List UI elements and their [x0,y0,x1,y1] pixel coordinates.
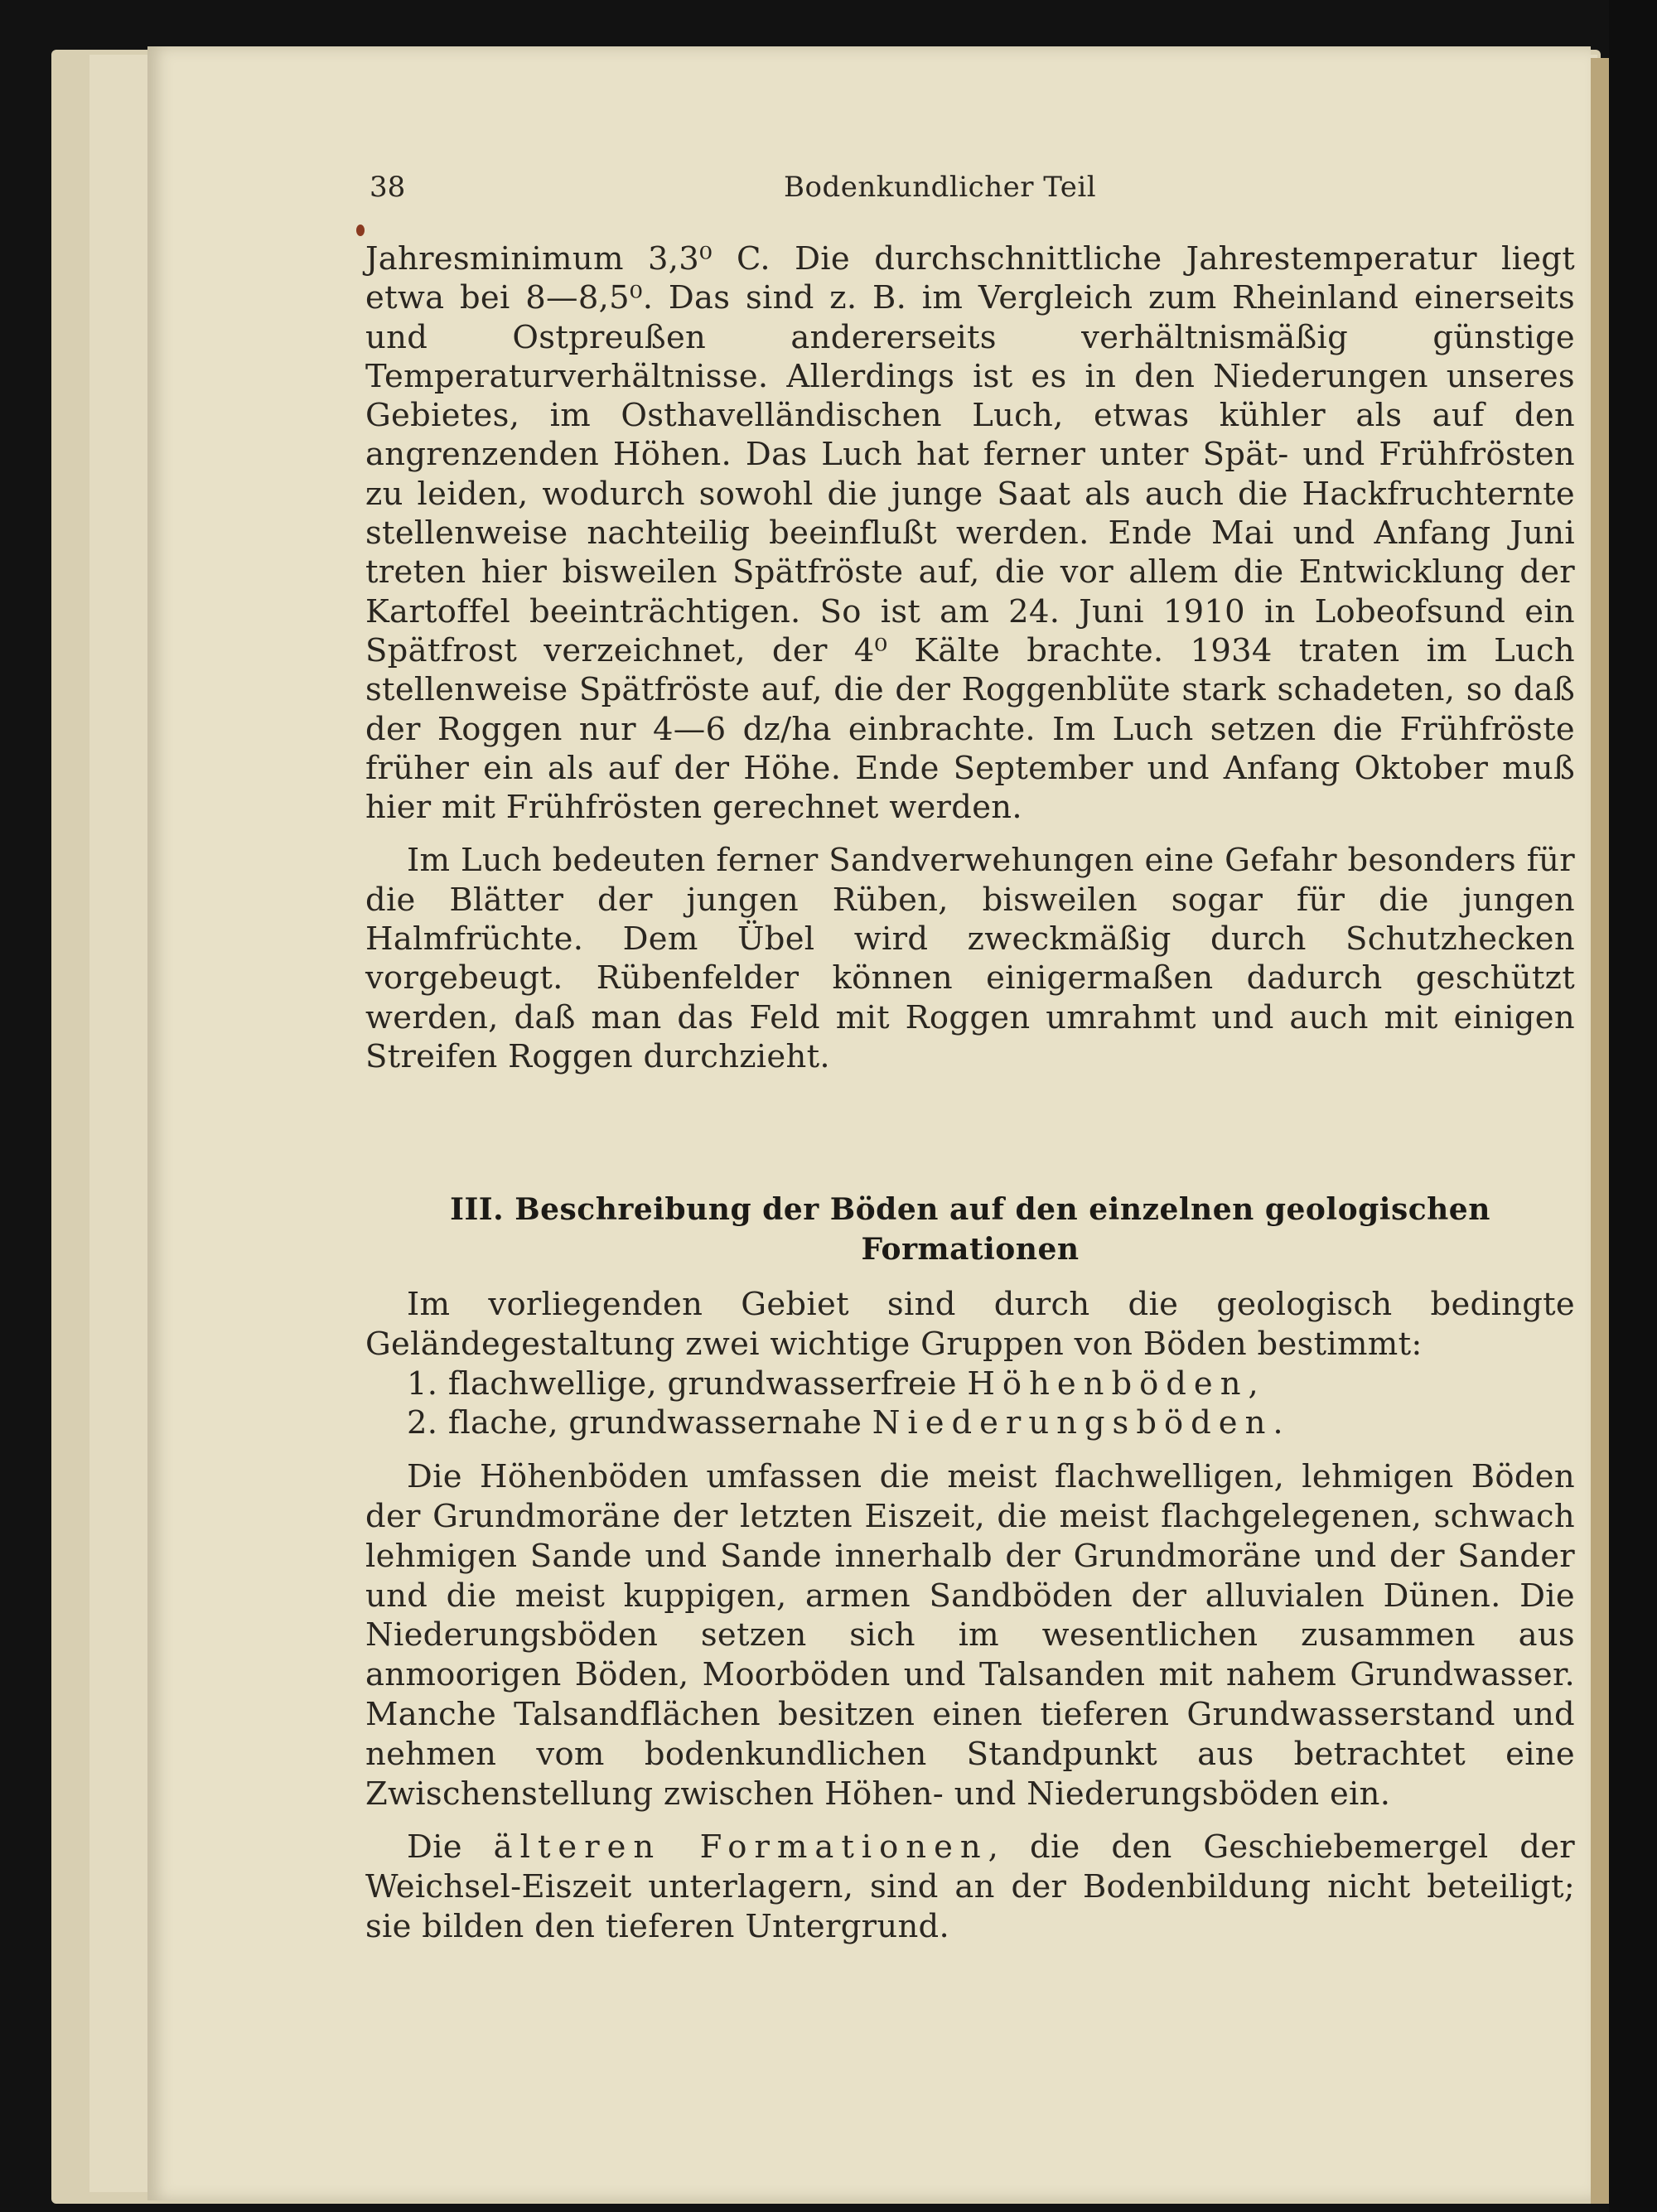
soil-group-list [365,1364,1575,1444]
paragraph-sand-drift: Im Luch bedeuten ferner Sandverwehungen eine Gefahr besonders für die Blätter der jungen Rüben, bisweilen sogar für die jungen Halmfrüchte. Dem Übel wird zweckmäßig durch Schutzhecken vorgebeugt. Rübenfelder können einigermaßen dadurch geschützt werden, daß man das Feld mit Roggen umrahmt und auch mit einigen Streifen Roggen durchzieht. [365,842,1575,1075]
section-heading-line1: III. Beschreibung der Böden auf den einzelnen geologischen [450,1192,1490,1227]
page-header [147,171,1591,212]
list-item: 2. flache, grundwassernahe Niederungsböden. [407,1404,1283,1442]
next-page-edge [1591,58,1609,2204]
body-text [365,239,1575,1076]
background-edge [1609,0,1657,2212]
section-heading-line2: Formationen [861,1232,1080,1267]
list-item: 1. flachwellige, grundwasserfreie Höhenböden, [407,1364,1259,1403]
section-heading [365,1190,1575,1269]
page-number: 38 [370,171,406,204]
paragraph-older-formations: Die älteren Formationen, die den Geschiebemergel der Weichsel-Eiszeit unterlagern, sind an der Bodenbildung nicht beteiligt; sie bilden den tieferen Untergrund. [365,1828,1575,1945]
paragraph-climate: Jahresminimum 3,3⁰ C. Die durchschnittliche Jahrestemperatur liegt etwa bei 8—8,5⁰. Das sind z. B. im Vergleich zum Rheinland einerseits und Ostpreußen andererseits verhältnismäßig günstige Temperaturverhältnisse. Allerdings ist es in den Niederungen unseres Gebietes, im Osthavelländischen Luch, etwas kühler als auf den angrenzenden Höhen. Das Luch hat ferner unter Spät- und Frühfrösten zu leiden, wodurch sowohl die junge Saat als auch die Hackfruchternte stellenweise nachteilig beeinflußt werden. Ende Mai und Anfang Juni treten hier bisweilen Spätfröste auf, die vor allem die Entwicklung der Kartoffel beeinträchtigen. So ist am 24. Juni 1910 in Lobeofsund ein Spätfrost verzeichnet, der 4⁰ Kälte brachte. 1934 traten im Luch stellenweise Spätfröste auf, die der Roggenblüte stark schadeten, so daß der Roggen nur 4—6 dz/ha einbrachte. Im Luch setzen die Frühfröste früher ein als auf der Höhe. Ende September und Anfang Oktober muß hier mit Frühfrösten gerechnet werden. [365,240,1575,827]
running-head: Bodenkundlicher Teil [784,171,1097,204]
section-body [365,1285,1575,1947]
section-intro: Im vorliegenden Gebiet sind durch die geologisch bedingte Geländegestaltung zwei wichtige Gruppen von Böden bestimmt: [365,1286,1575,1363]
paragraph-soil-types: Die Höhenböden umfassen die meist flachwelligen, lehmigen Böden der Grundmoräne der letzten Eiszeit, die meist flachgelegenen, schwach lehmigen Sande und Sande innerhalb der Grundmoräne und der Sander und die meist kuppigen, armen Sandböden der alluvialen Dünen. Die Niederungsböden setzen sich im wesentlichen zusammen aus anmoorigen Böden, Moorböden und Talsanden mit nahem Grundwasser. Manche Talsandflächen besitzen einen tieferen Grundwasserstand und nehmen vom bodenkundlichen Standpunkt aus betrachtet eine Zwischenstellung zwischen Höhen- und Niederungsböden ein. [365,1458,1575,1813]
book-page [147,46,1591,2200]
ink-mark [356,225,365,236]
